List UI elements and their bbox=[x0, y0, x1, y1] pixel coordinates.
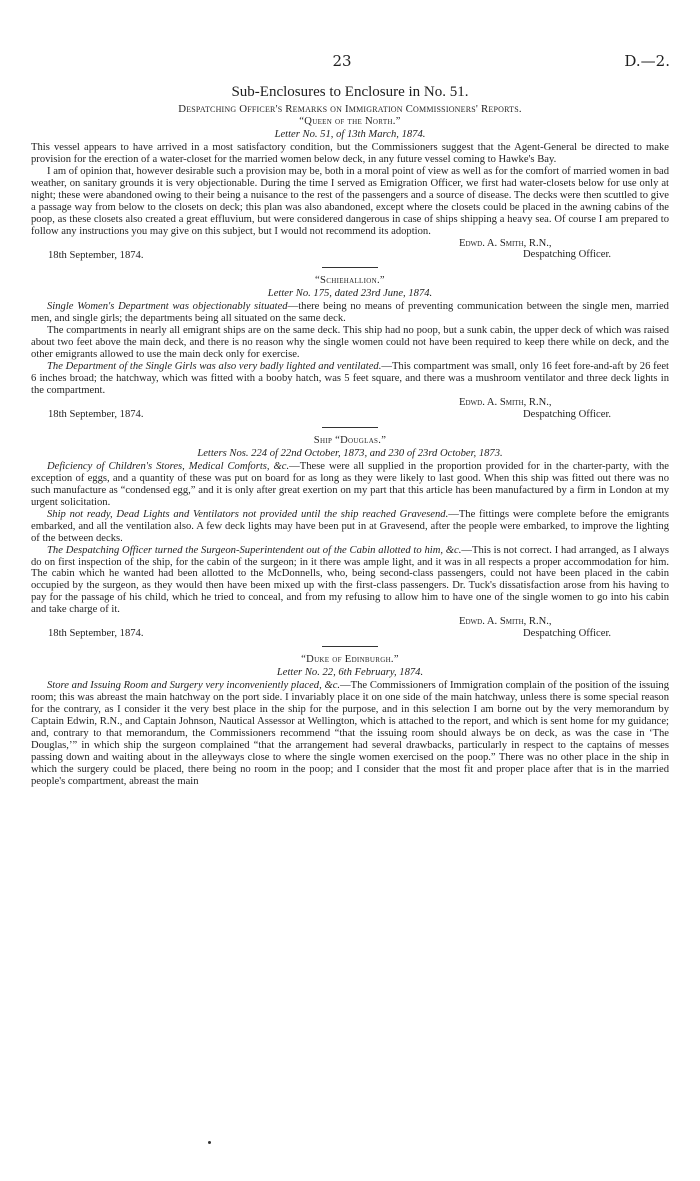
signature-name: Edwd. A. Smith, R.N., bbox=[459, 616, 552, 628]
ship-heading: “Duke of Edinburgh.” bbox=[301, 654, 399, 666]
paragraph: I am of opinion that, however desirable such a provision may be, both in a moral point of view as well as for the comfort of married women in bad weather, on sanitary grounds it is very objectionable. During the time I served as Emigration Officer, we first had water-closets below for use only at night; these were abandoned owing to their being a nuisance to the rest of the passengers and a source of disease. The decks were then scuttled to give a passage way from below to the closets on deck; this plan was also abandoned, except where the closets could be placed in the awning cabins of the poop, as these closets also created a great effluvium, but were considered dangerous in case of ships shipping a heavy sea. Of course I am prepared to follow any instructions you may give on this subject, but I would not recommend its adoption. bbox=[31, 165, 669, 237]
paragraph: Single Women's Department was objectionably situated—there being no means of preventing communication between the single men, married men, and single girls; the departments being all situated on the same deck. bbox=[31, 301, 669, 325]
paragraph: Store and Issuing Room and Surgery very inconveniently placed, &c.—The Commissioners of Immigration complain of the position of the issuing room; this was abreast the main hatchway on the port side. I invariably place it on one side of the main hatchway, unless there is some special reason for the contrary, as I consider it the very best place in the ship for the purpose, and in this selection I am borne out by the very memorandum by Captain Edwin, R.N., and Captain Johnson, Nautical Assessor at Wellington, which is attached to the report, and which is sent home for my guidance; and, contrary to that memorandum, the Commissioners recommend “that the issuing room should always be on deck, as was the case in ‘The Douglas,’” in which ship the surgeon complained “that the arrangement had several drawbacks, particularly in respect to the captains of messes passing down and waiting about in the alleyways close to where the single women exercised on the poop.” There was no other place in the ship in which the surgery could be placed, there being no room in the poop; and I consider that the most fit and proper place after that is in the married people's compartment, abreast the main bbox=[31, 680, 669, 787]
signature-block bbox=[31, 397, 669, 421]
section-douglas bbox=[31, 435, 669, 640]
section-divider bbox=[322, 427, 378, 428]
signature-name: Edwd. A. Smith, R.N., bbox=[459, 237, 552, 249]
letter-reference: Letter No. 51, of 13th March, 1874. bbox=[274, 128, 426, 140]
letter-reference: Letter No. 175, dated 23rd June, 1874. bbox=[267, 288, 433, 300]
section-duke-of-edinburgh bbox=[31, 654, 669, 787]
letter-reference: Letter No. 22, 6th February, 1874. bbox=[276, 667, 424, 679]
letter-reference: Letters Nos. 224 of 22nd October, 1873, and 230 of 23rd October, 1873. bbox=[197, 447, 503, 459]
page-number: 23 bbox=[332, 52, 352, 70]
signature-block bbox=[31, 616, 669, 640]
signature-title: Despatching Officer. bbox=[523, 408, 612, 420]
signature-date: 18th September, 1874. bbox=[48, 409, 144, 421]
document-title: Sub-Enclosures to Enclosure in No. 51. bbox=[231, 84, 469, 100]
document-reference: D.—2. bbox=[624, 52, 670, 70]
paragraph: The compartments in nearly all emigrant ships are on the same deck. This ship had no poop, but a sunk cabin, the upper deck of which was raised about two feet above the main deck, and there is no reason why the single women could not have been required to keep there while on deck, and the other emigrants allowed to use the main deck only for exercise. bbox=[31, 325, 669, 361]
signature-block bbox=[31, 238, 669, 262]
paragraph: The Department of the Single Girls was also very badly lighted and ventilated.—This compartment was small, only 16 feet fore-and-aft by 26 feet 6 inches broad; the hatchway, which was fitted with a booby hatch, was 5 feet square, and there was a mushroom ventilator and three deck lights in the compartment. bbox=[31, 361, 669, 397]
section-divider bbox=[322, 646, 378, 647]
ship-heading: “Queen of the North.” bbox=[299, 116, 401, 127]
signature-title: Despatching Officer. bbox=[523, 628, 612, 640]
section-divider bbox=[322, 267, 378, 268]
printer-mark bbox=[208, 1141, 211, 1144]
signature-name: Edwd. A. Smith, R.N., bbox=[459, 397, 552, 409]
signature-title: Despatching Officer. bbox=[523, 249, 612, 261]
paragraph: The Despatching Officer turned the Surgeon-Superintendent out of the Cabin allotted to him, &c.—This is not correct. I had arranged, as I always do on first inspection of the ship, for the cabin of the surgeon; in it there was ample light, and it was in all respects a proper accommodation for him. The cabin which he wanted had been allotted to the McDonnells, who, being second-class passengers, could not have been placed in the cabin occupied by the surgeon, as they would then have been mixed up with the first-class passengers. Dr. Tuck's dissatisfaction arose from his having to pay for the passage of his child, which he tried to conceal, and from my refusing to allow him to have one of the single women to go into his cabin and take charge of it. bbox=[31, 544, 669, 616]
ship-heading: “Schiehallion.” bbox=[315, 275, 385, 287]
page-header bbox=[0, 52, 700, 72]
paragraph: Deficiency of Children's Stores, Medical Comforts, &c.—These were all supplied in the proportion provided for in the charter-party, with the exception of eggs, and a quantity of these was put on board for as long as they were likely to last good. When this ship was fitted out there was no such manufacture as “condensed egg,” and it is only after great exertion on my part that this article has been manufactured by a firm in London at my urgent solicitation. bbox=[31, 460, 669, 508]
paragraph: Ship not ready, Dead Lights and Ventilators not provided until the ship reached Gravesend.—The fittings were complete before the emigrants embarked, and all the ventilation also. A few deck lights may have been put in at Gravesend, after the people were embarked, to improve the lighting of the between decks. bbox=[31, 508, 669, 544]
section-queen-of-the-north bbox=[31, 116, 669, 261]
paragraph: This vessel appears to have arrived in a most satisfactory condition, but the Commissioners suggest that the Agent-General be directed to make provision for the erection of a water-closet for the married women below deck, in any future vessel coming to Hawke's Bay. bbox=[31, 141, 669, 165]
document-body bbox=[31, 83, 669, 788]
signature-date: 18th September, 1874. bbox=[48, 628, 144, 640]
signature-date: 18th September, 1874. bbox=[48, 249, 144, 261]
document-subtitle: Despatching Officer's Remarks on Immigration Commissioners' Reports. bbox=[178, 103, 522, 115]
ship-heading: Ship “Douglas.” bbox=[313, 434, 387, 446]
section-schiehallion bbox=[31, 275, 669, 420]
